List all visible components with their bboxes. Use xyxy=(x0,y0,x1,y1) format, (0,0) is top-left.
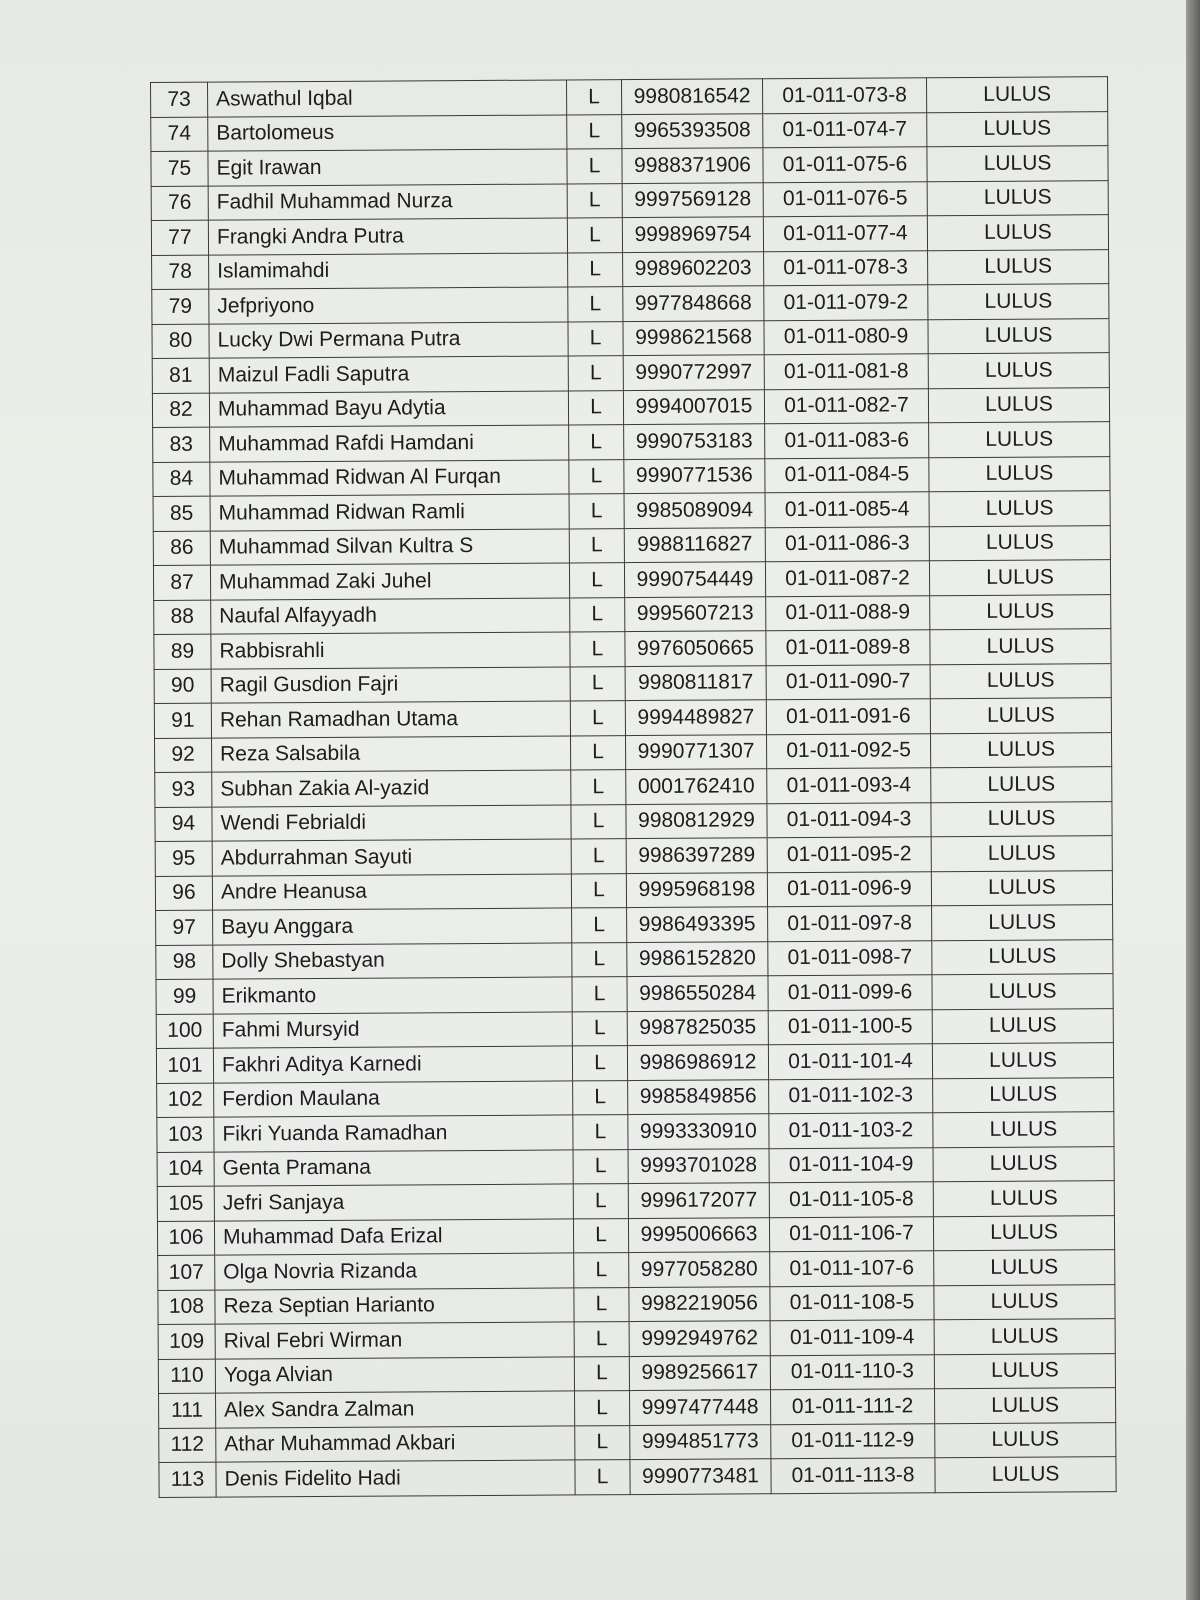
exam-number-cell: 01-011-088-9 xyxy=(766,595,930,631)
row-number-cell: 77 xyxy=(151,220,208,255)
gender-cell: L xyxy=(570,701,625,736)
status-cell: LULUS xyxy=(935,1457,1116,1493)
student-name-cell: Erikmanto xyxy=(213,977,572,1014)
gender-cell: L xyxy=(569,494,624,529)
status-cell: LULUS xyxy=(931,836,1112,872)
table-row xyxy=(158,1250,1115,1290)
student-id-cell: 9990773481 xyxy=(630,1459,771,1494)
student-id-cell: 9986550284 xyxy=(627,976,768,1011)
student-name-cell: Muhammad Rafdi Hamdani xyxy=(210,425,569,462)
gender-cell: L xyxy=(571,839,626,874)
exam-number-cell: 01-011-106-7 xyxy=(769,1216,933,1252)
student-id-cell: 9988116827 xyxy=(624,527,765,562)
student-id-cell: 9995607213 xyxy=(625,596,766,631)
status-cell: LULUS xyxy=(928,353,1109,389)
row-number-cell: 86 xyxy=(153,531,210,566)
exam-number-cell: 01-011-090-7 xyxy=(766,664,930,700)
status-cell: LULUS xyxy=(928,284,1109,320)
status-cell: LULUS xyxy=(929,525,1110,561)
exam-number-cell: 01-011-111-2 xyxy=(771,1389,935,1425)
gender-cell: L xyxy=(573,1184,628,1219)
student-id-cell: 9982219056 xyxy=(629,1286,770,1321)
exam-number-cell: 01-011-109-4 xyxy=(770,1320,934,1356)
student-name-cell: Athar Muhammad Akbari xyxy=(216,1425,575,1462)
exam-number-cell: 01-011-108-5 xyxy=(770,1285,934,1321)
student-name-cell: Wendi Febrialdi xyxy=(212,804,571,841)
table-row xyxy=(156,939,1113,979)
gender-cell: L xyxy=(575,1391,630,1426)
student-name-cell: Aswathul Iqbal xyxy=(208,80,567,117)
exam-number-cell: 01-011-104-9 xyxy=(769,1147,933,1183)
gender-cell: L xyxy=(569,425,624,460)
student-name-cell: Muhammad Ridwan Ramli xyxy=(210,494,569,531)
table-row xyxy=(158,1319,1115,1359)
table-row xyxy=(159,1388,1116,1428)
exam-number-cell: 01-011-103-2 xyxy=(769,1113,933,1149)
row-number-cell: 104 xyxy=(157,1152,214,1187)
row-number-cell: 97 xyxy=(156,910,213,945)
status-cell: LULUS xyxy=(933,1181,1114,1217)
row-number-cell: 109 xyxy=(158,1324,215,1359)
gender-cell: L xyxy=(568,252,623,287)
table-row xyxy=(159,1457,1116,1497)
student-name-cell: Rehan Ramadhan Utama xyxy=(211,701,570,738)
student-id-cell: 9996172077 xyxy=(628,1183,769,1218)
student-name-cell: Ferdion Maulana xyxy=(214,1080,573,1117)
row-number-cell: 101 xyxy=(156,1048,213,1083)
row-number-cell: 113 xyxy=(159,1462,216,1497)
table-row xyxy=(156,905,1113,945)
student-id-cell: 9995006663 xyxy=(628,1217,769,1252)
exam-number-cell: 01-011-095-2 xyxy=(767,837,931,873)
gender-cell: L xyxy=(569,528,624,563)
gender-cell: L xyxy=(572,1011,627,1046)
row-number-cell: 98 xyxy=(156,945,213,980)
status-cell: LULUS xyxy=(932,974,1113,1010)
table-row xyxy=(151,77,1108,117)
table-body xyxy=(151,77,1117,1497)
row-number-cell: 112 xyxy=(159,1428,216,1463)
status-cell: LULUS xyxy=(933,1146,1114,1182)
exam-number-cell: 01-011-107-6 xyxy=(770,1251,934,1287)
row-number-cell: 85 xyxy=(153,496,210,531)
student-name-cell: Jefpriyono xyxy=(209,287,568,324)
table-row xyxy=(155,767,1112,807)
student-name-cell: Andre Heanusa xyxy=(212,873,571,910)
student-name-cell: Rabbisrahli xyxy=(211,632,570,669)
exam-number-cell: 01-011-091-6 xyxy=(766,699,930,735)
student-name-cell: Reza Salsabila xyxy=(212,735,571,772)
exam-number-cell: 01-011-076-5 xyxy=(763,181,927,217)
student-name-cell: Maizul Fadli Saputra xyxy=(209,356,568,393)
gender-cell: L xyxy=(569,563,624,598)
row-number-cell: 80 xyxy=(152,324,209,359)
student-id-cell: 9994007015 xyxy=(623,389,764,424)
student-name-cell: Genta Pramana xyxy=(214,1149,573,1186)
gender-cell: L xyxy=(568,287,623,322)
exam-number-cell: 01-011-080-9 xyxy=(764,319,928,355)
student-id-cell: 9980811817 xyxy=(625,665,766,700)
status-cell: LULUS xyxy=(928,387,1109,423)
row-number-cell: 110 xyxy=(158,1359,215,1394)
exam-number-cell: 01-011-102-3 xyxy=(769,1078,933,1114)
exam-number-cell: 01-011-089-8 xyxy=(766,630,930,666)
table-row xyxy=(157,1146,1114,1186)
exam-number-cell: 01-011-096-9 xyxy=(767,871,931,907)
exam-number-cell: 01-011-092-5 xyxy=(766,733,930,769)
student-id-cell: 9994851773 xyxy=(630,1424,771,1459)
gender-cell: L xyxy=(568,390,623,425)
table-row xyxy=(155,836,1112,876)
gender-cell: L xyxy=(575,1425,630,1460)
exam-number-cell: 01-011-081-8 xyxy=(764,354,928,390)
student-id-cell: 9989602203 xyxy=(623,251,764,286)
gender-cell: L xyxy=(571,770,626,805)
student-name-cell: Jefri Sanjaya xyxy=(214,1184,573,1221)
student-name-cell: Fahmi Mursyid xyxy=(213,1011,572,1048)
student-table-wrapper xyxy=(150,76,1104,1497)
status-cell: LULUS xyxy=(927,111,1108,147)
exam-number-cell: 01-011-094-3 xyxy=(767,802,931,838)
student-id-cell: 9965393508 xyxy=(622,113,763,148)
student-name-cell: Bartolomeus xyxy=(208,114,567,151)
exam-number-cell: 01-011-105-8 xyxy=(769,1182,933,1218)
table-row xyxy=(151,180,1108,220)
student-id-cell: 9990771536 xyxy=(624,458,765,493)
gender-cell: L xyxy=(570,735,625,770)
status-cell: LULUS xyxy=(928,318,1109,354)
status-cell: LULUS xyxy=(931,801,1112,837)
row-number-cell: 90 xyxy=(154,669,211,704)
student-id-cell: 9985849856 xyxy=(628,1079,769,1114)
exam-number-cell: 01-011-113-8 xyxy=(771,1458,935,1494)
exam-number-cell: 01-011-101-4 xyxy=(768,1044,932,1080)
student-name-cell: Fakhri Aditya Karnedi xyxy=(213,1046,572,1083)
exam-number-cell: 01-011-074-7 xyxy=(763,112,927,148)
student-id-cell: 9976050665 xyxy=(625,631,766,666)
student-name-cell: Abdurrahman Sayuti xyxy=(212,839,571,876)
student-id-cell: 9997477448 xyxy=(630,1390,771,1425)
student-results-table xyxy=(150,76,1117,1497)
row-number-cell: 108 xyxy=(158,1290,215,1325)
row-number-cell: 81 xyxy=(152,358,209,393)
table-row xyxy=(153,525,1110,565)
student-id-cell: 0001762410 xyxy=(626,769,767,804)
exam-number-cell: 01-011-083-6 xyxy=(765,423,929,459)
student-id-cell: 9992949762 xyxy=(629,1321,770,1356)
status-cell: LULUS xyxy=(932,1043,1113,1079)
student-name-cell: Subhan Zakia Al-yazid xyxy=(212,770,571,807)
student-id-cell: 9989256617 xyxy=(629,1355,770,1390)
status-cell: LULUS xyxy=(934,1284,1115,1320)
exam-number-cell: 01-011-084-5 xyxy=(765,457,929,493)
student-id-cell: 9998621568 xyxy=(623,320,764,355)
gender-cell: L xyxy=(575,1460,630,1495)
row-number-cell: 95 xyxy=(155,841,212,876)
row-number-cell: 79 xyxy=(152,289,209,324)
row-number-cell: 82 xyxy=(152,393,209,428)
row-number-cell: 107 xyxy=(158,1255,215,1290)
table-row xyxy=(155,732,1112,772)
exam-number-cell: 01-011-112-9 xyxy=(771,1423,935,1459)
table-row xyxy=(152,249,1109,289)
student-id-cell: 9988371906 xyxy=(622,148,763,183)
row-number-cell: 74 xyxy=(151,117,208,152)
student-name-cell: Muhammad Bayu Adytia xyxy=(209,390,568,427)
gender-cell: L xyxy=(573,1080,628,1115)
table-row xyxy=(156,1043,1113,1083)
table-row xyxy=(156,974,1113,1014)
row-number-cell: 76 xyxy=(151,186,208,221)
student-id-cell: 9998969754 xyxy=(622,217,763,252)
row-number-cell: 84 xyxy=(153,462,210,497)
student-id-cell: 9993330910 xyxy=(628,1114,769,1149)
table-row xyxy=(153,422,1110,462)
student-name-cell: Olga Novria Rizanda xyxy=(215,1253,574,1290)
student-name-cell: Muhammad Dafa Erizal xyxy=(214,1218,573,1255)
table-row xyxy=(152,353,1109,393)
student-name-cell: Bayu Anggara xyxy=(213,908,572,945)
table-row xyxy=(157,1215,1114,1255)
student-id-cell: 9985089094 xyxy=(624,493,765,528)
student-name-cell: Lucky Dwi Permana Putra xyxy=(209,321,568,358)
table-row xyxy=(153,560,1110,600)
exam-number-cell: 01-011-098-7 xyxy=(768,940,932,976)
status-cell: LULUS xyxy=(932,1008,1113,1044)
exam-number-cell: 01-011-073-8 xyxy=(762,78,926,114)
status-cell: LULUS xyxy=(927,180,1108,216)
gender-cell: L xyxy=(568,356,623,391)
table-row xyxy=(157,1181,1114,1221)
gender-cell: L xyxy=(574,1287,629,1322)
row-number-cell: 92 xyxy=(155,738,212,773)
student-name-cell: Yoga Alvian xyxy=(215,1356,574,1393)
row-number-cell: 96 xyxy=(155,876,212,911)
student-name-cell: Denis Fidelito Hadi xyxy=(216,1460,575,1497)
table-row xyxy=(155,870,1112,910)
table-row xyxy=(154,663,1111,703)
student-id-cell: 9986986912 xyxy=(627,1045,768,1080)
exam-number-cell: 01-011-100-5 xyxy=(768,1009,932,1045)
row-number-cell: 88 xyxy=(154,600,211,635)
table-row xyxy=(151,146,1108,186)
student-id-cell: 9986152820 xyxy=(627,941,768,976)
status-cell: LULUS xyxy=(928,249,1109,285)
student-name-cell: Fikri Yuanda Ramadhan xyxy=(214,1115,573,1152)
student-id-cell: 9997569128 xyxy=(622,182,763,217)
gender-cell: L xyxy=(570,632,625,667)
status-cell: LULUS xyxy=(933,1215,1114,1251)
row-number-cell: 87 xyxy=(153,565,210,600)
status-cell: LULUS xyxy=(930,594,1111,630)
gender-cell: L xyxy=(574,1356,629,1391)
row-number-cell: 106 xyxy=(157,1221,214,1256)
gender-cell: L xyxy=(573,1149,628,1184)
status-cell: LULUS xyxy=(926,77,1107,113)
row-number-cell: 73 xyxy=(151,82,208,117)
student-name-cell: Fadhil Muhammad Nurza xyxy=(208,183,567,220)
student-name-cell: Alex Sandra Zalman xyxy=(216,1391,575,1428)
row-number-cell: 89 xyxy=(154,634,211,669)
student-id-cell: 9986397289 xyxy=(626,838,767,873)
exam-number-cell: 01-011-086-3 xyxy=(765,526,929,562)
status-cell: LULUS xyxy=(933,1112,1114,1148)
exam-number-cell: 01-011-087-2 xyxy=(765,561,929,597)
table-row xyxy=(151,111,1108,151)
student-id-cell: 9980812929 xyxy=(626,803,767,838)
row-number-cell: 94 xyxy=(155,807,212,842)
exam-number-cell: 01-011-085-4 xyxy=(765,492,929,528)
status-cell: LULUS xyxy=(934,1319,1115,1355)
status-cell: LULUS xyxy=(929,456,1110,492)
status-cell: LULUS xyxy=(930,732,1111,768)
student-id-cell: 9986493395 xyxy=(627,907,768,942)
student-id-cell: 9987825035 xyxy=(627,1010,768,1045)
student-id-cell: 9995968198 xyxy=(626,872,767,907)
table-row xyxy=(158,1284,1115,1324)
student-id-cell: 9990754449 xyxy=(624,562,765,597)
status-cell: LULUS xyxy=(932,905,1113,941)
table-row xyxy=(157,1077,1114,1117)
student-name-cell: Reza Septian Harianto xyxy=(215,1287,574,1324)
exam-number-cell: 01-011-097-8 xyxy=(768,906,932,942)
status-cell: LULUS xyxy=(930,629,1111,665)
gender-cell: L xyxy=(571,804,626,839)
student-name-cell: Muhammad Zaki Juhel xyxy=(210,563,569,600)
exam-number-cell: 01-011-082-7 xyxy=(764,388,928,424)
status-cell: LULUS xyxy=(931,870,1112,906)
row-number-cell: 105 xyxy=(157,1186,214,1221)
student-name-cell: Muhammad Silvan Kultra S xyxy=(210,528,569,565)
row-number-cell: 99 xyxy=(156,979,213,1014)
exam-number-cell: 01-011-075-6 xyxy=(763,147,927,183)
student-name-cell: Rival Febri Wirman xyxy=(215,1322,574,1359)
status-cell: LULUS xyxy=(927,146,1108,182)
table-row xyxy=(159,1422,1116,1462)
student-id-cell: 9980816542 xyxy=(621,79,762,114)
status-cell: LULUS xyxy=(934,1250,1115,1286)
table-row xyxy=(153,456,1110,496)
student-id-cell: 9994489827 xyxy=(625,700,766,735)
table-row xyxy=(156,1008,1113,1048)
row-number-cell: 111 xyxy=(159,1393,216,1428)
student-name-cell: Ragil Gusdion Fajri xyxy=(211,666,570,703)
exam-number-cell: 01-011-110-3 xyxy=(770,1354,934,1390)
student-id-cell: 9990772997 xyxy=(623,355,764,390)
row-number-cell: 93 xyxy=(155,772,212,807)
gender-cell: L xyxy=(567,183,622,218)
table-row xyxy=(153,491,1110,531)
status-cell: LULUS xyxy=(934,1388,1115,1424)
status-cell: LULUS xyxy=(929,560,1110,596)
student-id-cell: 9990771307 xyxy=(625,734,766,769)
gender-cell: L xyxy=(572,1046,627,1081)
status-cell: LULUS xyxy=(929,491,1110,527)
row-number-cell: 83 xyxy=(153,427,210,462)
table-row xyxy=(154,698,1111,738)
student-id-cell: 9990753183 xyxy=(624,424,765,459)
gender-cell: L xyxy=(568,321,623,356)
status-cell: LULUS xyxy=(931,767,1112,803)
student-name-cell: Frangki Andra Putra xyxy=(208,218,567,255)
status-cell: LULUS xyxy=(930,698,1111,734)
row-number-cell: 78 xyxy=(152,255,209,290)
status-cell: LULUS xyxy=(932,939,1113,975)
student-name-cell: Islamimahdi xyxy=(209,252,568,289)
gender-cell: L xyxy=(573,1115,628,1150)
table-row xyxy=(157,1112,1114,1152)
status-cell: LULUS xyxy=(935,1422,1116,1458)
table-row xyxy=(152,387,1109,427)
gender-cell: L xyxy=(572,942,627,977)
gender-cell: L xyxy=(574,1322,629,1357)
row-number-cell: 103 xyxy=(157,1117,214,1152)
row-number-cell: 91 xyxy=(154,703,211,738)
gender-cell: L xyxy=(572,908,627,943)
gender-cell: L xyxy=(567,149,622,184)
student-name-cell: Dolly Shebastyan xyxy=(213,942,572,979)
student-name-cell: Egit Irawan xyxy=(208,149,567,186)
exam-number-cell: 01-011-077-4 xyxy=(763,216,927,252)
table-row xyxy=(151,215,1108,255)
exam-number-cell: 01-011-093-4 xyxy=(767,768,931,804)
row-number-cell: 75 xyxy=(151,151,208,186)
row-number-cell: 102 xyxy=(157,1083,214,1118)
gender-cell: L xyxy=(567,114,622,149)
gender-cell: L xyxy=(574,1253,629,1288)
exam-number-cell: 01-011-099-6 xyxy=(768,975,932,1011)
gender-cell: L xyxy=(571,873,626,908)
gender-cell: L xyxy=(566,80,621,115)
table-row xyxy=(154,594,1111,634)
table-row xyxy=(155,801,1112,841)
student-name-cell: Naufal Alfayyadh xyxy=(211,597,570,634)
gender-cell: L xyxy=(570,666,625,701)
table-row xyxy=(152,284,1109,324)
row-number-cell: 100 xyxy=(156,1014,213,1049)
gender-cell: L xyxy=(572,977,627,1012)
table-edge-shadow xyxy=(1186,0,1200,1600)
gender-cell: L xyxy=(569,459,624,494)
student-id-cell: 9977058280 xyxy=(629,1252,770,1287)
table-row xyxy=(152,318,1109,358)
exam-number-cell: 01-011-078-3 xyxy=(764,250,928,286)
student-name-cell: Muhammad Ridwan Al Furqan xyxy=(210,459,569,496)
status-cell: LULUS xyxy=(927,215,1108,251)
exam-number-cell: 01-011-079-2 xyxy=(764,285,928,321)
status-cell: LULUS xyxy=(933,1077,1114,1113)
gender-cell: L xyxy=(573,1218,628,1253)
status-cell: LULUS xyxy=(930,663,1111,699)
status-cell: LULUS xyxy=(929,422,1110,458)
table-row xyxy=(158,1353,1115,1393)
student-id-cell: 9977848668 xyxy=(623,286,764,321)
student-id-cell: 9993701028 xyxy=(628,1148,769,1183)
status-cell: LULUS xyxy=(934,1353,1115,1389)
gender-cell: L xyxy=(570,597,625,632)
gender-cell: L xyxy=(567,218,622,253)
table-row xyxy=(154,629,1111,669)
